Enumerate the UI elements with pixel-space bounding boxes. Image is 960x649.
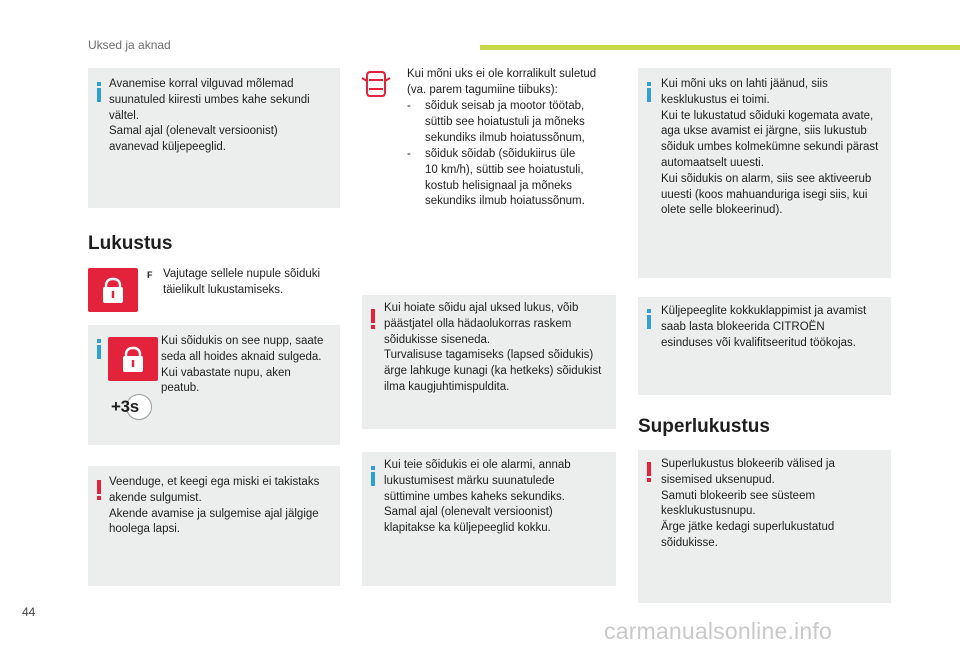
list-dash: - (407, 100, 411, 112)
door-warning-intro: Kui mõni uks ei ole korralikult suletud (va. parem tagumiine tiibuks): (407, 68, 597, 96)
info-box-windows (88, 325, 340, 445)
warning-box-superlock (638, 450, 891, 603)
section-title-lukustus: Lukustus (88, 233, 173, 254)
info-box-open-door (638, 68, 891, 278)
info-text: Kui sõidukis on see nupp, saate seda all hoides aknaid sulgeda. Kui vabastate nupu, aken peatub. (161, 335, 324, 395)
info-text: Kui teie sõidukis ei ole alarmi, annab lukustumisest märku suunatulede süttimine umbes kaheks sekundiks. Samal ajal (olenevalt versioonist) klapitakse ka küljepeeglid kokku. (384, 459, 571, 535)
info-icon (97, 339, 101, 359)
header-accent-bar (480, 45, 960, 50)
warning-text: Kui hoiate sõidu ajal uksed lukus, võib päästjatel olla hädaolukorras raskem sõidukisse siseneda. Turvalisuse tagamiseks (lapsed sõidukis) ärge lahkuge kunagi (ka hetkeks) sõidukist ilma kaugjuhtimispuldita. (384, 302, 602, 393)
running-header: Uksed ja aknad (88, 38, 171, 52)
info-box-no-alarm (362, 452, 616, 586)
info-box-mirror-block (638, 297, 891, 395)
list-item (407, 147, 617, 211)
lock-button-icon (88, 268, 138, 312)
list-text: sõiduk sõidab (sõidukiirus üle 10 km/h), süttib see hoiatustuli, kostub helisignaal ja mõneks sekundiks ilmub hoiatussõnum. (425, 148, 585, 208)
warning-text: Superlukustus blokeerib välised ja sisemised uksenupud. Samuti blokeerib see süsteem kesklukustusnupu. Ärge jätke kedagi superlukustatud sõidukisse. (661, 458, 835, 549)
watermark: carmanualsonline.info (604, 618, 832, 644)
info-icon (371, 466, 375, 486)
hold-3s-badge (109, 393, 155, 421)
info-icon (647, 82, 651, 102)
info-text: Küljepeeglite kokkuklappimist ja avamist saab lasta blokeerida CITROËN esinduses või kvalifitseeritud töökojas. (661, 305, 867, 349)
lock-instruction: Vajutage sellele nupule sõiduki täielikult lukustamiseks. (163, 268, 321, 296)
info-text: Avanemise korral vilguvad mõlemad suunatuled kiiresti umbes kahe sekundi vältel. Samal ajal (olenevalt versioonist) avanevad küljepeeglid. (109, 78, 310, 154)
info-icon (97, 82, 101, 102)
warning-box-locked-driving (362, 295, 616, 429)
warning-text: Veenduge, et keegi ega miski ei takistaks akende sulgumist. Akende avamise ja sulgemise ajal jälgige hoolega lapsi. (109, 476, 320, 536)
lock-button-icon (108, 337, 158, 381)
section-title-superlukustus: Superlukustus (638, 416, 770, 437)
warning-icon (97, 480, 101, 500)
page-number: 44 (22, 605, 36, 619)
info-box-mirrors (88, 68, 340, 208)
hold-3s-label: +3s (111, 397, 139, 416)
bullet-marker: F (147, 270, 153, 280)
list-text: sõiduk seisab ja mootor töötab, süttib see hoiatustuli ja mõneks sekundiks ilmub hoiatussõnum, (425, 100, 585, 144)
warning-icon (647, 462, 651, 482)
warning-icon (371, 309, 375, 329)
door-open-warning-icon (361, 68, 391, 104)
warning-box-windows (88, 466, 340, 586)
info-icon (647, 309, 651, 329)
list-dash: - (407, 148, 411, 160)
info-text: Kui mõni uks on lahti jäänud, siis kesklukustus ei toimi. Kui te lukustatud sõiduki kogemata avate, aga ukse avamist ei järgne, siis lukustub sõiduk umbes kolmekümne sekundi pärast automaatselt uuesti. Kui sõidukis on alarm, siis see aktiveerub uuesti (koos mahuanduriga isegi siis, kui olete selle blokeerinud). (661, 78, 879, 217)
